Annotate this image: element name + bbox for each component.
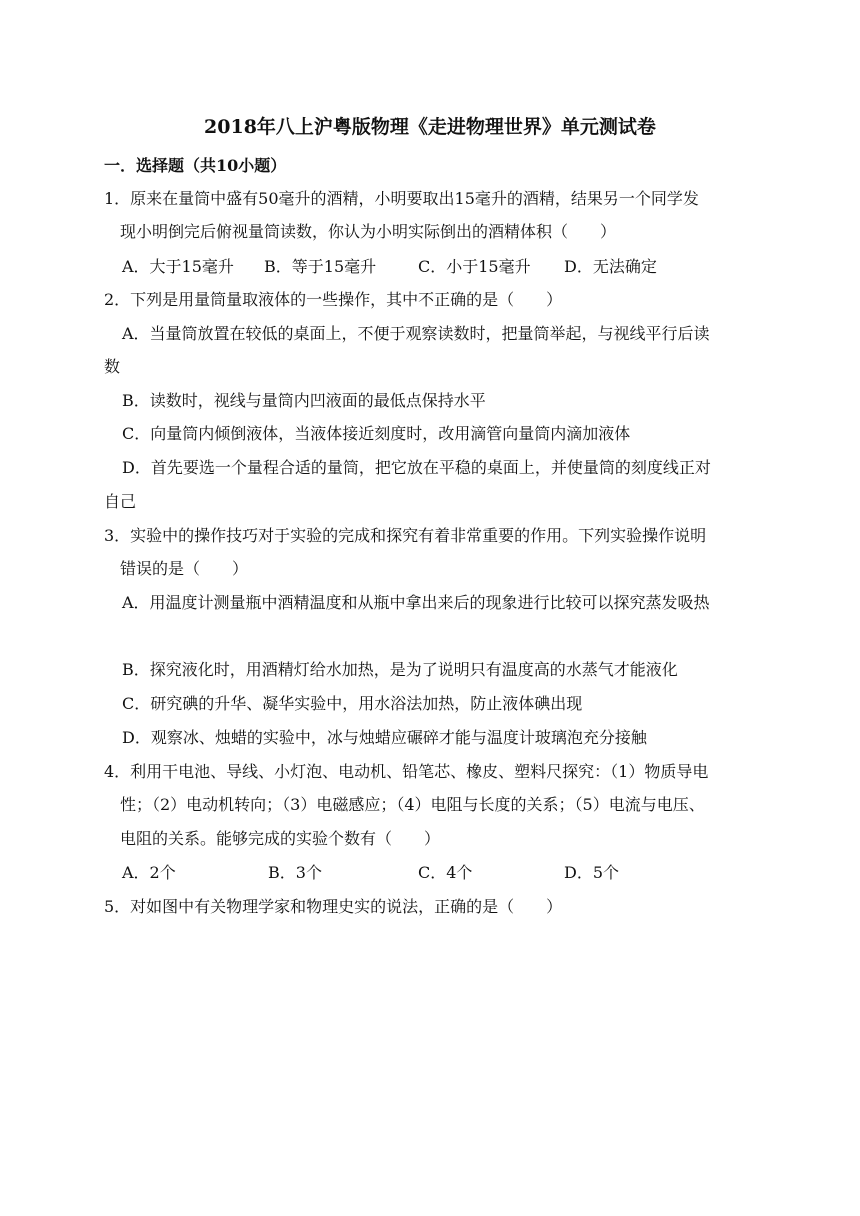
question-2-option-c: C．向量筒内倾倒液体，当液体接近刻度时，改用滴管向量筒内滴加液体 — [122, 424, 631, 443]
question-1-option-d: D．无法确定 — [564, 257, 657, 276]
section-heading: 一．选择题（共10小题） — [104, 156, 287, 175]
question-1-line-1: 1．原来在量筒中盛有50毫升的酒精，小明要取出15毫升的酒精，结果另一个同学发 — [104, 189, 699, 208]
question-4-option-d: D．5个 — [564, 863, 620, 882]
question-3-line-2: 错误的是（ ） — [120, 559, 249, 578]
question-4-line-2: 性；（2）电动机转向；（3）电磁感应；（4）电阻与长度的关系；（5）电流与电压、 — [120, 795, 705, 814]
question-3-option-a: A．用温度计测量瓶中酒精温度和从瓶中拿出来后的现象进行比较可以探究蒸发吸热 — [122, 593, 710, 612]
question-3-option-d: D．观察冰、烛蜡的实验中，冰与烛蜡应碾碎才能与温度计玻璃泡充分接触 — [122, 728, 647, 747]
question-1-option-a: A．大于15毫升 — [122, 257, 234, 276]
question-3-line-1: 3．实验中的操作技巧对于实验的完成和探究有着非常重要的作用。下列实验操作说明 — [104, 526, 707, 545]
question-4-line-3: 电阻的关系。能够完成的实验个数有（ ） — [120, 829, 441, 848]
question-2-line-1: 2．下列是用量筒量取液体的一些操作，其中不正确的是（ ） — [104, 290, 563, 309]
question-3-option-c: C．研究碘的升华、凝华实验中，用水浴法加热，防止液体碘出现 — [122, 694, 583, 713]
question-4-line-1: 4．利用干电池、导线、小灯泡、电动机、铅笔芯、橡皮、塑料尺探究：（1）物质导电 — [104, 762, 709, 781]
question-4-option-c: C．4个 — [418, 863, 473, 882]
question-1-line-2: 现小明倒完后俯视量筒读数，你认为小明实际倒出的酒精体积（ ） — [120, 222, 617, 241]
question-4-option-a: A．2个 — [122, 863, 176, 882]
question-1-option-b: B．等于15毫升 — [264, 257, 377, 276]
question-3-option-b: B．探究液化时，用酒精灯给水加热，是为了说明只有温度高的水蒸气才能液化 — [122, 660, 678, 679]
question-2-option-d-line-2: 自己 — [104, 492, 137, 511]
question-2-option-b: B．读数时，视线与量筒内凹液面的最低点保持水平 — [122, 391, 486, 410]
question-2-option-a-line-1: A．当量筒放置在较低的桌面上，不便于观察读数时，把量筒举起，与视线平行后读 — [122, 324, 710, 343]
question-1-option-c: C．小于15毫升 — [418, 257, 531, 276]
question-2-option-d-line-1: D．首先要选一个量程合适的量筒，把它放在平稳的桌面上，并使量筒的刻度线正对 — [122, 458, 711, 477]
question-2-option-a-line-2: 数 — [104, 357, 121, 376]
question-4-option-b: B．3个 — [268, 863, 322, 882]
exam-title: 2018年八上沪粤版物理《走进物理世界》单元测试卷 — [204, 116, 656, 138]
question-5-line-1: 5．对如图中有关物理学家和物理史实的说法，正确的是（ ） — [104, 897, 563, 916]
